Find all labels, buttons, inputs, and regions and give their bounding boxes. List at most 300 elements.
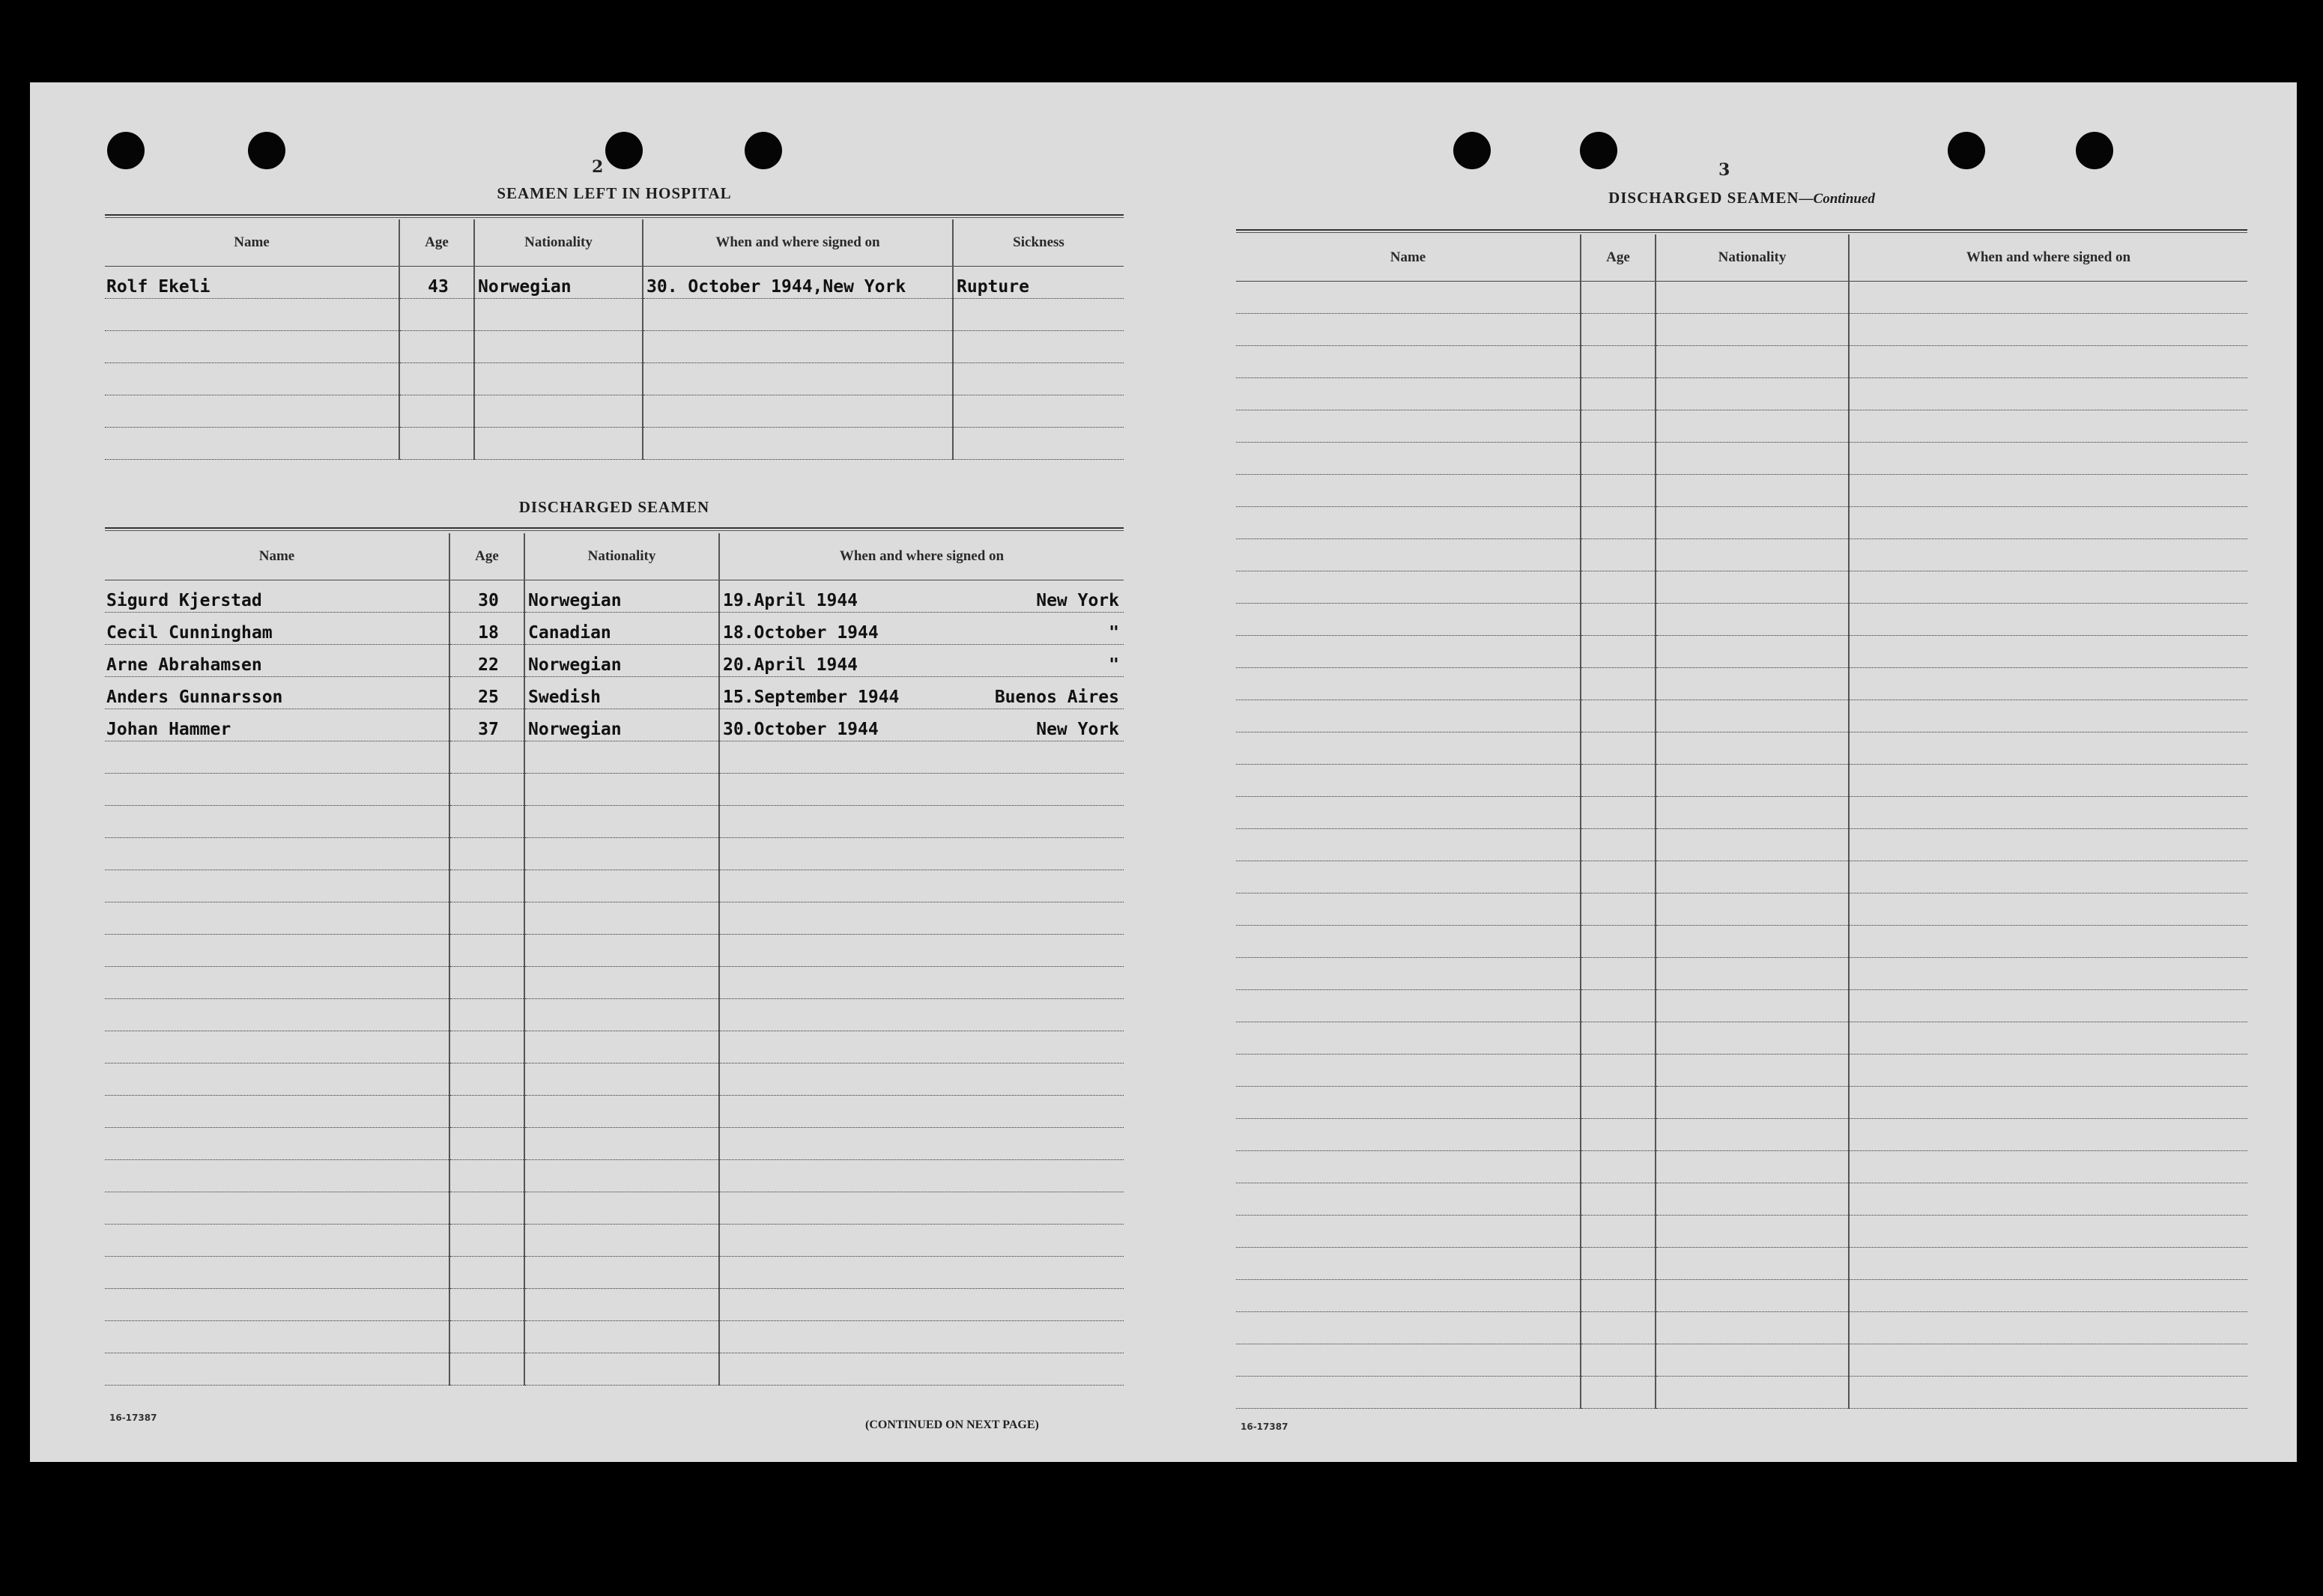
table-row [1236,1344,2247,1376]
empty-cell [1581,957,1656,989]
empty-cell [719,805,1124,837]
col-header-when-where: When and where signed on [643,219,953,266]
empty-cell [953,362,1124,395]
table-row [105,676,1124,709]
empty-cell [1849,989,2247,1022]
empty-cell [1236,1247,1581,1279]
seaman-name: Anders Gunnarsson [105,676,449,709]
empty-cell [1581,1215,1656,1247]
empty-cell [1581,764,1656,796]
seaman-age: 43 [399,266,474,298]
empty-cell [1849,1054,2247,1086]
empty-cell [105,1320,449,1353]
section-rule [105,527,1124,531]
empty-cell [1236,281,1581,313]
signed-on-date: 20.April 1944 [723,655,858,675]
section-rule [105,214,1124,218]
table-row [105,934,1124,966]
empty-cell [1849,1279,2247,1311]
continued-note: (CONTINUED ON NEXT PAGE) [865,1419,1039,1431]
signed-on-date: 15.September 1944 [723,687,900,707]
table-row [105,1159,1124,1192]
empty-cell [1581,667,1656,700]
empty-cell [1581,1344,1656,1376]
empty-cell [719,1159,1124,1192]
table-row [1236,1054,2247,1086]
empty-cell [1581,893,1656,925]
seaman-age: 30 [449,580,524,612]
empty-cell [105,1192,449,1224]
punch-hole [1453,132,1491,169]
empty-cell [1236,442,1581,474]
empty-cell [719,998,1124,1031]
table-row [1236,1215,2247,1247]
empty-cell [105,395,399,427]
seaman-age: 18 [449,612,524,644]
empty-cell [1236,506,1581,538]
empty-cell [449,1159,524,1192]
empty-cell [105,837,449,870]
empty-cell [1656,538,1849,571]
signed-on-date: 30. October 1944,New York [646,276,906,297]
empty-cell [1581,1247,1656,1279]
table-row [1236,1311,2247,1344]
empty-cell [524,1320,719,1353]
empty-cell [1656,603,1849,635]
table-row [1236,828,2247,861]
empty-cell [449,1288,524,1320]
empty-cell [1849,635,2247,667]
empty-cell [1849,957,2247,989]
empty-cell [643,298,953,330]
empty-cell [449,837,524,870]
table-row [1236,345,2247,377]
empty-cell [1236,989,1581,1022]
table-row [1236,281,2247,313]
empty-cell [1849,667,2247,700]
empty-cell [105,1127,449,1159]
signed-on-place: New York [1036,719,1119,739]
empty-cell [1581,1054,1656,1086]
empty-cell [1656,1376,1849,1408]
empty-cell [1236,764,1581,796]
table-row [105,1095,1124,1127]
page-number: 3 [1718,160,1730,180]
empty-cell [105,298,399,330]
empty-cell [719,966,1124,998]
empty-cell [1236,732,1581,764]
empty-cell [1236,957,1581,989]
empty-cell [719,1224,1124,1256]
empty-cell [474,362,643,395]
signed-on-place: Buenos Aires [994,687,1119,707]
empty-cell [1656,410,1849,442]
table-row [105,805,1124,837]
empty-cell [1236,828,1581,861]
empty-cell [719,741,1124,773]
seaman-name: Arne Abrahamsen [105,644,449,676]
table-row [105,1192,1124,1224]
empty-cell [1581,1183,1656,1215]
empty-cell [449,1256,524,1288]
empty-cell [1656,1022,1849,1054]
empty-cell [719,1320,1124,1353]
empty-cell [1849,506,2247,538]
empty-cell [643,362,953,395]
continued-header-row [1236,234,2247,281]
empty-cell [1236,1215,1581,1247]
empty-cell [1656,345,1849,377]
empty-cell [1581,506,1656,538]
empty-cell [105,805,449,837]
signed-on-date: 19.April 1944 [723,590,858,610]
empty-cell [1236,410,1581,442]
empty-cell [1656,474,1849,506]
empty-cell [719,773,1124,805]
empty-cell [1581,1376,1656,1408]
table-row [105,1288,1124,1320]
empty-cell [1581,571,1656,603]
empty-cell [105,1353,449,1385]
empty-cell [1236,667,1581,700]
punch-hole [248,132,285,169]
empty-cell [524,1192,719,1224]
empty-cell [1236,603,1581,635]
empty-cell [449,1031,524,1063]
empty-cell [719,1127,1124,1159]
empty-cell [1849,828,2247,861]
empty-cell [1581,700,1656,732]
empty-cell [1581,1022,1656,1054]
empty-cell [1581,410,1656,442]
table-row [1236,989,2247,1022]
empty-cell [1236,377,1581,410]
manifest-paper [30,82,2297,1462]
empty-cell [1656,989,1849,1022]
empty-cell [1581,732,1656,764]
empty-cell [1656,796,1849,828]
table-row [1236,1183,2247,1215]
continued-table [1236,234,2247,1409]
empty-cell [1849,603,2247,635]
seaman-name: Rolf Ekeli [105,266,399,298]
empty-cell [719,934,1124,966]
empty-cell [1656,1344,1849,1376]
empty-cell [105,773,449,805]
empty-cell [524,998,719,1031]
empty-cell [1236,313,1581,345]
table-row [105,298,1124,330]
empty-cell [1849,1311,2247,1344]
signed-on-place: " [1109,655,1119,675]
table-row [1236,1247,2247,1279]
empty-cell [1849,1022,2247,1054]
form-code: 16-17387 [1241,1421,1288,1432]
empty-cell [474,330,643,362]
table-row [1236,603,2247,635]
empty-cell [474,298,643,330]
when-where-cell [719,612,1124,644]
empty-cell [524,1159,719,1192]
empty-cell [449,870,524,902]
empty-cell [105,1095,449,1127]
title-continued: —Continued [1799,191,1875,207]
empty-cell [449,1063,524,1095]
empty-cell [105,741,449,773]
empty-cell [1581,1311,1656,1344]
empty-cell [105,1159,449,1192]
empty-cell [1656,506,1849,538]
empty-cell [719,1256,1124,1288]
discharged-section-title: DISCHARGED SEAMEN [518,498,710,516]
seaman-sickness: Rupture [953,266,1124,298]
empty-cell [1656,442,1849,474]
empty-cell [953,330,1124,362]
empty-cell [1849,474,2247,506]
empty-cell [643,395,953,427]
empty-cell [1236,1183,1581,1215]
empty-cell [1656,1086,1849,1118]
empty-cell [1849,861,2247,893]
empty-cell [105,966,449,998]
empty-cell [524,966,719,998]
empty-cell [474,395,643,427]
empty-cell [1656,1311,1849,1344]
empty-cell [1849,1247,2247,1279]
empty-cell [524,1063,719,1095]
table-row [105,1320,1124,1353]
empty-cell [1236,345,1581,377]
empty-cell [524,1127,719,1159]
col-header-name: Name [105,219,399,266]
empty-cell [719,1353,1124,1385]
empty-cell [524,741,719,773]
when-where-cell [643,266,953,298]
empty-cell [1656,667,1849,700]
table-row [1236,506,2247,538]
seaman-name: Johan Hammer [105,709,449,741]
table-row [1236,732,2247,764]
table-row [105,709,1124,741]
empty-cell [643,427,953,459]
empty-cell [1581,377,1656,410]
empty-cell [1581,1150,1656,1183]
empty-cell [449,1127,524,1159]
col-header-name: Name [1236,234,1581,281]
title-main: DISCHARGED SEAMEN [1608,189,1799,207]
seaman-age: 25 [449,676,524,709]
table-row [105,998,1124,1031]
empty-cell [524,1353,719,1385]
empty-cell [1849,313,2247,345]
table-row [105,395,1124,427]
empty-cell [1236,1054,1581,1086]
hospital-section-title: SEAMEN LEFT IN HOSPITAL [497,184,732,202]
empty-cell [1236,925,1581,957]
signed-on-date: 18.October 1944 [723,622,879,643]
empty-cell [1581,1279,1656,1311]
table-row [1236,893,2247,925]
empty-cell [1656,925,1849,957]
empty-cell [524,1288,719,1320]
empty-cell [953,395,1124,427]
when-where-cell [719,580,1124,612]
empty-cell [1581,1118,1656,1150]
signed-on-place: " [1109,622,1119,643]
empty-cell [1656,1150,1849,1183]
empty-cell [1656,1215,1849,1247]
empty-cell [1849,345,2247,377]
empty-cell [1581,603,1656,635]
seaman-name: Cecil Cunningham [105,612,449,644]
empty-cell [449,1095,524,1127]
empty-cell [399,427,474,459]
table-row [105,1353,1124,1385]
empty-cell [524,1224,719,1256]
empty-cell [1581,989,1656,1022]
table-row [1236,538,2247,571]
empty-cell [1236,796,1581,828]
empty-cell [1581,925,1656,957]
empty-cell [1236,571,1581,603]
empty-cell [1656,828,1849,861]
table-row [1236,700,2247,732]
table-row [105,266,1124,298]
empty-cell [1656,1279,1849,1311]
empty-cell [399,395,474,427]
empty-cell [449,966,524,998]
empty-cell [1849,700,2247,732]
table-row [1236,925,2247,957]
empty-cell [449,1353,524,1385]
hospital-header-row [105,219,1124,266]
empty-cell [105,1256,449,1288]
empty-cell [524,837,719,870]
table-row [1236,1376,2247,1408]
punch-hole [745,132,782,169]
empty-cell [719,1031,1124,1063]
empty-cell [1236,1022,1581,1054]
empty-cell [1849,1215,2247,1247]
empty-cell [953,298,1124,330]
empty-cell [105,1031,449,1063]
empty-cell [719,1288,1124,1320]
empty-cell [1849,1150,2247,1183]
punch-hole [605,132,643,169]
table-row [1236,410,2247,442]
empty-cell [719,837,1124,870]
table-row [105,1127,1124,1159]
empty-cell [105,427,399,459]
seaman-age: 22 [449,644,524,676]
empty-cell [105,998,449,1031]
empty-cell [1849,796,2247,828]
table-row [105,966,1124,998]
table-row [1236,1150,2247,1183]
seaman-name: Sigurd Kjerstad [105,580,449,612]
empty-cell [1656,313,1849,345]
table-row [1236,377,2247,410]
empty-cell [105,934,449,966]
empty-cell [1849,1086,2247,1118]
table-row [1236,861,2247,893]
empty-cell [1849,1344,2247,1376]
table-row [105,870,1124,902]
empty-cell [1581,796,1656,828]
col-header-nationality: Nationality [474,219,643,266]
seaman-nationality: Norwegian [474,266,643,298]
empty-cell [1656,764,1849,796]
table-row [1236,667,2247,700]
col-header-when-where: When and where signed on [1849,234,2247,281]
empty-cell [1656,1118,1849,1150]
empty-cell [1581,635,1656,667]
col-header-sickness: Sickness [953,219,1124,266]
table-row [1236,1118,2247,1150]
when-where-cell [719,644,1124,676]
col-header-when-where: When and where signed on [719,533,1124,580]
punch-hole [1580,132,1617,169]
empty-cell [1581,1086,1656,1118]
empty-cell [953,427,1124,459]
table-row [1236,571,2247,603]
empty-cell [1656,1183,1849,1215]
page-number: 2 [592,157,604,177]
empty-cell [1849,410,2247,442]
empty-cell [524,870,719,902]
empty-cell [1656,377,1849,410]
empty-cell [1236,861,1581,893]
table-row [105,902,1124,934]
empty-cell [1849,1376,2247,1408]
empty-cell [1656,732,1849,764]
empty-cell [105,902,449,934]
table-row [1236,635,2247,667]
empty-cell [1656,1247,1849,1279]
empty-cell [1656,957,1849,989]
table-row [105,1031,1124,1063]
empty-cell [1849,538,2247,571]
hospital-table [105,219,1124,460]
table-row [105,427,1124,459]
empty-cell [524,805,719,837]
table-row [105,773,1124,805]
empty-cell [524,902,719,934]
punch-hole [107,132,145,169]
empty-cell [1581,861,1656,893]
section-rule [1236,229,2247,233]
empty-cell [1656,1054,1849,1086]
empty-cell [719,1063,1124,1095]
empty-cell [1236,1150,1581,1183]
empty-cell [1656,700,1849,732]
empty-cell [1849,1118,2247,1150]
empty-cell [474,427,643,459]
empty-cell [719,902,1124,934]
empty-cell [1581,345,1656,377]
table-row [105,1224,1124,1256]
col-header-nationality: Nationality [524,533,719,580]
continued-section-title [1236,189,2247,207]
col-header-age: Age [1581,234,1656,281]
seaman-nationality: Swedish [524,676,719,709]
discharged-header-row [105,533,1124,580]
empty-cell [1236,1344,1581,1376]
empty-cell [1236,1311,1581,1344]
punch-hole [2076,132,2113,169]
seaman-age: 37 [449,709,524,741]
col-header-age: Age [399,219,474,266]
